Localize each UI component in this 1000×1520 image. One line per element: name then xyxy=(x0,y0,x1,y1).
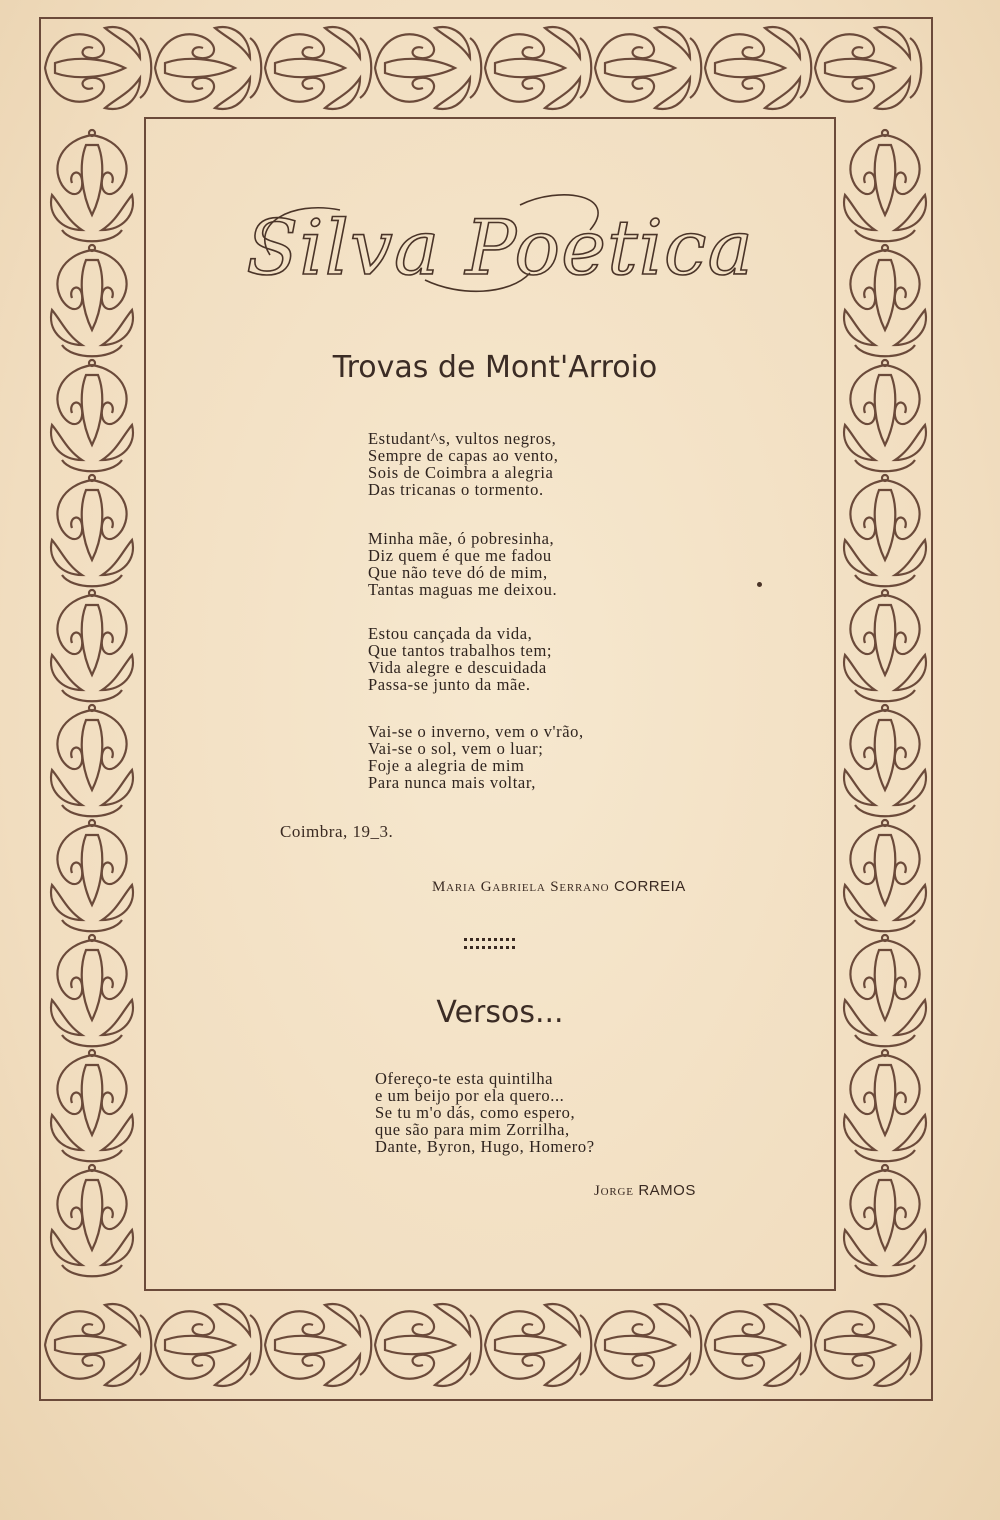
section-divider-ornament xyxy=(464,936,516,952)
poem-line: Para nunca mais voltar, xyxy=(368,773,537,792)
poem1-stanza-2 xyxy=(368,530,648,598)
poem-line: Vai-se o sol, vem o luar; xyxy=(368,739,544,758)
poem-line: Tantas maguas me deixou. xyxy=(368,580,558,599)
poem1-signature xyxy=(432,878,686,896)
poem-line: Vai-se o inverno, vem o v'rão, xyxy=(368,722,584,741)
border-left-ornaments xyxy=(51,130,133,1276)
masthead-logo xyxy=(230,185,770,300)
poem-line: Estou cançada da vida, xyxy=(368,624,533,643)
poem-line: Que não teve dó de mim, xyxy=(368,563,548,582)
print-speck xyxy=(757,582,762,587)
author-surname: RAMOS xyxy=(638,1182,696,1199)
poem-line: Passa-se junto da mãe. xyxy=(368,675,531,694)
poem-line: Dante, Byron, Hugo, Homero? xyxy=(375,1137,595,1156)
poem-line: Se tu m'o dás, como espero, xyxy=(375,1103,576,1122)
poem-line: Estudant^s, vultos negros, xyxy=(368,429,557,448)
poem1-stanza-3 xyxy=(368,625,648,693)
border-bottom-ornaments xyxy=(45,1304,921,1386)
poem-line: Das tricanas o tormento. xyxy=(368,480,544,499)
poem-line: Foje a alegria de mim xyxy=(368,756,525,775)
border-top-ornaments xyxy=(45,27,921,109)
poem2-title: Versos... xyxy=(436,995,564,1030)
poem-line: Diz quem é que me fadou xyxy=(368,546,552,565)
poem2-signature xyxy=(594,1182,696,1200)
author-surname: CORREIA xyxy=(613,878,686,895)
masthead-title: Silva Poetica xyxy=(246,203,754,292)
poem-line: e um beijo por ela quero... xyxy=(375,1086,565,1105)
poem-line: Sois de Coimbra a alegria xyxy=(368,463,554,482)
poem-line: que são para mim Zorrilha, xyxy=(375,1120,570,1139)
poem1-stanza-1 xyxy=(368,430,648,498)
poem1-title: Trovas de Mont'Arroio xyxy=(332,350,658,385)
masthead-flourish xyxy=(230,185,770,300)
poem-line: Vida alegre e descuidada xyxy=(368,658,547,677)
border-right-ornaments xyxy=(844,130,926,1276)
poem-line: Minha mãe, ó pobresinha, xyxy=(368,529,555,548)
author-first-names: Maria Gabriela Serrano xyxy=(432,879,610,895)
poem-line: Sempre de capas ao vento, xyxy=(368,446,559,465)
poem-line: Que tantos trabalhos tem; xyxy=(368,641,553,660)
author-first-name: Jorge xyxy=(594,1183,634,1199)
poem2-stanza xyxy=(375,1070,655,1155)
poem1-stanza-4 xyxy=(368,723,648,791)
place-date: Coimbra, 19_3. xyxy=(280,822,394,841)
poem-line: Ofereço-te esta quintilha xyxy=(375,1069,554,1088)
